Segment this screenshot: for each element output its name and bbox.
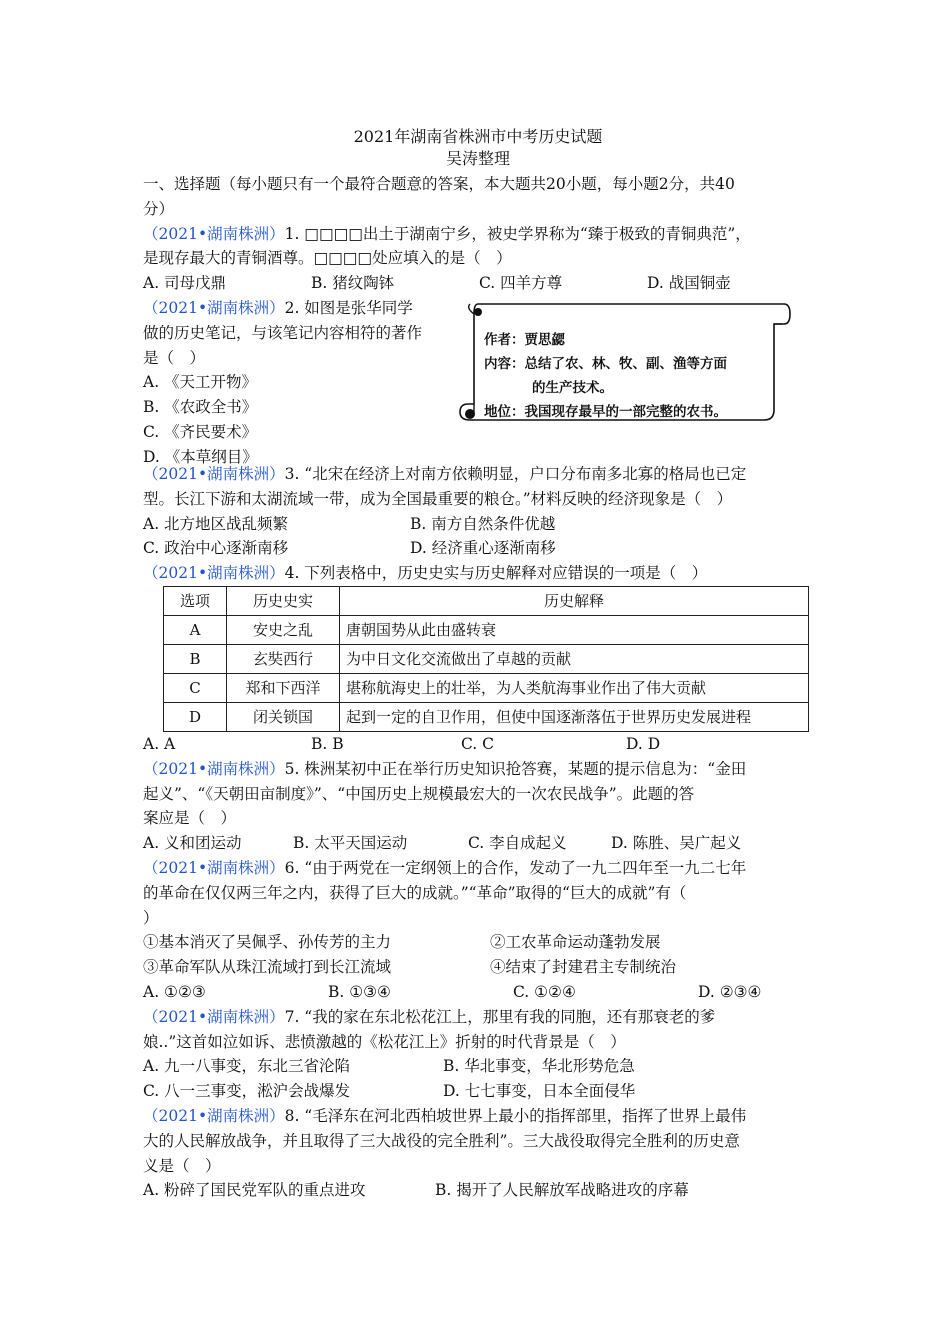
question-1-options: [143, 271, 813, 296]
table-row: B 玄奘西行 为中日文化交流做出了卓越的贡献: [164, 644, 809, 673]
option-d: D. 陈胜、吴广起义: [611, 834, 742, 853]
option-a: A. 粉碎了国民党军队的重点进攻: [143, 1181, 366, 1200]
question-tag: （2021•湖南株洲）: [143, 1007, 285, 1026]
table-row: C 郑和下西洋 堪称航海史上的壮举，为人类航海事业作出了伟大贡献: [164, 673, 809, 702]
note-status: 地位：我国现存最早的一部完整的农书。: [484, 403, 727, 420]
option-b: B. 华北事变，华北形势危急: [443, 1057, 635, 1076]
option-d: D. 《本草纲目》: [143, 447, 258, 466]
option-a: A. 北方地区战乱频繁: [143, 514, 289, 533]
option-b: B. B: [311, 734, 344, 753]
option-d: D. 经济重心逐渐南移: [410, 539, 556, 558]
question-6: （2021•湖南株洲）6. “由于两党在一定纲领上的合作，发动了一九二四年至一九二七年: [143, 858, 747, 877]
history-table: [163, 586, 809, 732]
table-header: 历史史实: [227, 586, 340, 615]
option-b: B. 猪纹陶钵: [311, 274, 395, 293]
option-a: A. 九一八事变，东北三省沦陷: [143, 1057, 351, 1076]
option-a: A. ①②③: [143, 982, 206, 1001]
question-tag: （2021•湖南株洲）: [143, 464, 285, 483]
option-a: A. 义和团运动: [143, 834, 242, 853]
option-a: A. 《天工开物》: [143, 373, 258, 392]
exam-title: 2021年湖南省株洲市中考历史试题: [353, 127, 603, 146]
option-d: D. 战国铜壶: [647, 274, 731, 293]
question-8: （2021•湖南株洲）8. “毛泽东在河北西柏坡世界上最小的指挥部里，指挥了世界上最伟: [143, 1106, 747, 1125]
option-a: A. 司母戊鼎: [143, 274, 227, 293]
author-line: 吴涛整理: [445, 149, 510, 168]
option-d: D. 七七事变，日本全面侵华: [443, 1082, 636, 1101]
question-tag: （2021•湖南株洲）: [143, 1106, 285, 1125]
section-heading-line2: 分）: [143, 199, 175, 218]
question-tag: （2021•湖南株洲）: [143, 224, 285, 243]
option-b: B. 《农政全书》: [143, 398, 258, 417]
question-tag: （2021•湖南株洲）: [143, 564, 285, 583]
exam-page: 2021年湖南省株洲市中考历史试题 吴涛整理 一、选择题（每小题只有一个最符合题意的答案，本大题共20小题，每小题2分，共40 分） （2021•湖南株洲）1. □□□□出土于湖南宁乡，被史学界称为“臻于极致的青铜典范”， 是现存最大的青铜酒尊。□□□□处应填入的是（ ） A. 司母戊鼎 B. 猪纹陶钵 C. 四羊方尊 D. 战国铜壶 （2021•湖南株洲）2. 如图是张华同学 做的历史笔记，与该笔记内容相符的著作 是（ ） A. 《天工开物》 B. 《农政全书》 C. 《齐民要术》 D. 《本草纲目》 作者：贾思勰 内容：总结了农、林、牧、副、渔等方面 的生产技术。 地位：我国现存最早的一部完整的农书。 （2021•湖南株洲）3. “北宋在经济上对南方依赖明显，户口分布南多北寡的格局也已定 型。长江下游和太湖流域一带，成为全国最重要的粮仓。”材料反映的经济现象是（ ） A. 北方地区战乱频繁 B. 南方自然条件优越 C. 政治中心逐渐南移 D. 经济重心逐渐南移 （2021•湖南株洲）4. 下列表格中，历史史实与历史解释对应错误的一项是（ ） 选项 历史史实 历史解释 A 安史之乱 唐朝国势从此由盛转衰 B 玄奘西行 为中日文化交流做出了卓越的贡献 C 郑和下西洋 堪称航海史上的壮举，为人类航海事业作出了伟大贡献 D 闭关锁国 起到一定的自卫作用，但使中国逐渐落伍于世界历史发展进程 A. A B. B C. C D. D （2021•湖南株洲）5. 株洲某初中正在举行历史知识抢答赛，某题的提示信息为：“金田 起义”、“《天朝田亩制度》”、“中国历史上规模最宏大的一次农民战争”。此题的答 案应是（ ） A. 义和团运动 B. 太平天国运动 C. 李自成起义 D. 陈胜、吴广起义 （2021•湖南株洲）6. “由于两党在一定纲领上的合作，发动了一九二四年至一九二七年 的革命在仅仅两三年之内，获得了巨大的成就。”“革命”取得的“巨大的成就”有（ ） ①基本消灭了吴佩孚、孙传芳的主力 ②工农革命运动蓬勃发展 ③革命军队从珠江流域打到长江流域 ④结束了封建君主专制统治 A. ①②③ B. ①③④ C. ①②④ D. ②③④ （2021•湖南株洲）7. “我的家在东北松花江上，那里有我的同胞，还有那衰老的爹 娘..”这首如泣如诉、悲愤激越的《松花江上》折射的时代背景是（ ） A. 九一八事变，东北三省沦陷 B. 华北事变，华北形势危急 C. 八一三事变，淞沪会战爆发 D. 七七事变，日本全面侵华 （2021•湖南株洲）8. “毛泽东在河北西柏坡世界上最小的指挥部里，指挥了世界上最伟 大的人民解放战争，并且取得了三大战役的完全胜利”。三大战役取得完全胜利的历史意 义是（ ） A. 粉碎了国民党军队的重点进攻 B. 揭开了人民解放军战略进攻的序幕: [143, 126, 813, 1203]
question-1-line2: 是现存最大的青铜酒尊。□□□□处应填入的是（ ）: [143, 249, 512, 268]
option-b: B. 揭开了人民解放军战略进攻的序幕: [435, 1181, 689, 1200]
option-c: C. 四羊方尊: [479, 274, 563, 293]
table-header: 历史解释: [340, 586, 809, 615]
question-4-options: [143, 732, 813, 757]
option-c: C. 政治中心逐渐南移: [143, 539, 289, 558]
question-4: （2021•湖南株洲）4. 下列表格中，历史史实与历史解释对应错误的一项是（ ）: [143, 564, 708, 583]
statement-3: ③革命军队从珠江流域打到长江流域: [143, 958, 392, 977]
question-3: （2021•湖南株洲）3. “北宋在经济上对南方依赖明显，户口分布南多北寡的格局也已定: [143, 464, 747, 483]
option-c: C. 八一三事变，淞沪会战爆发: [143, 1082, 351, 1101]
section-heading-line1: 一、选择题（每小题只有一个最符合题意的答案，本大题共20小题，每小题2分，共40: [143, 175, 735, 193]
option-c: C. ①②④: [513, 982, 576, 1001]
option-a: A. A: [143, 734, 176, 753]
question-5: （2021•湖南株洲）5. 株洲某初中正在举行历史知识抢答赛，某题的提示信息为：“金田: [143, 759, 747, 778]
question-7: （2021•湖南株洲）7. “我的家在东北松花江上，那里有我的同胞，还有那衰老的爹: [143, 1007, 716, 1026]
table-row: A 安史之乱 唐朝国势从此由盛转衰: [164, 615, 809, 644]
statement-2: ②工农革命运动蓬勃发展: [490, 933, 661, 952]
option-b: B. 南方自然条件优越: [410, 514, 556, 533]
question-6-options: [143, 980, 813, 1005]
option-c: C. 《齐民要术》: [143, 422, 258, 441]
question-3-line2: 型。长江下游和太湖流域一带，成为全国最重要的粮仓。”材料反映的经济现象是（ ）: [143, 489, 733, 508]
statement-4: ④结束了封建君主专制统治: [490, 958, 677, 977]
question-tag: （2021•湖南株洲）: [143, 298, 285, 317]
option-c: C. C: [461, 734, 495, 753]
question-2: （2021•湖南株洲）2. 如图是张华同学 做的历史笔记，与该笔记内容相符的著作 是（ ） A. 《天工开物》 B. 《农政全书》 C. 《齐民要术》 D. 《本草纲目》 作者：贾思勰 内容：总结了农、林、牧、副、渔等方面 的生产技术。 地位：我国现存最早的一部完整的农书。: [143, 296, 813, 462]
history-note-scroll: [456, 300, 792, 428]
question-1: （2021•湖南株洲）1. □□□□出土于湖南宁乡，被史学界称为“臻于极致的青铜典范”，: [143, 224, 751, 243]
option-b: B. 太平天国运动: [293, 834, 408, 853]
table-header: 选项: [164, 586, 227, 615]
table-header-row: [164, 586, 809, 615]
note-author: 作者：贾思勰: [484, 331, 565, 348]
question-tag: （2021•湖南株洲）: [143, 858, 285, 877]
option-c: C. 李自成起义: [468, 834, 567, 853]
option-d: D. D: [626, 734, 661, 753]
note-content-cont: 的生产技术。: [532, 379, 613, 396]
table-row: D 闭关锁国 起到一定的自卫作用，但使中国逐渐落伍于世界历史发展进程: [164, 702, 809, 731]
question-tag: （2021•湖南株洲）: [143, 759, 285, 778]
note-content: 内容：总结了农、林、牧、副、渔等方面: [484, 355, 727, 372]
option-d: D. ②③④: [698, 982, 762, 1001]
option-b: B. ①③④: [328, 982, 391, 1001]
question-5-options: [143, 831, 813, 856]
statement-1: ①基本消灭了吴佩孚、孙传芳的主力: [143, 933, 392, 952]
